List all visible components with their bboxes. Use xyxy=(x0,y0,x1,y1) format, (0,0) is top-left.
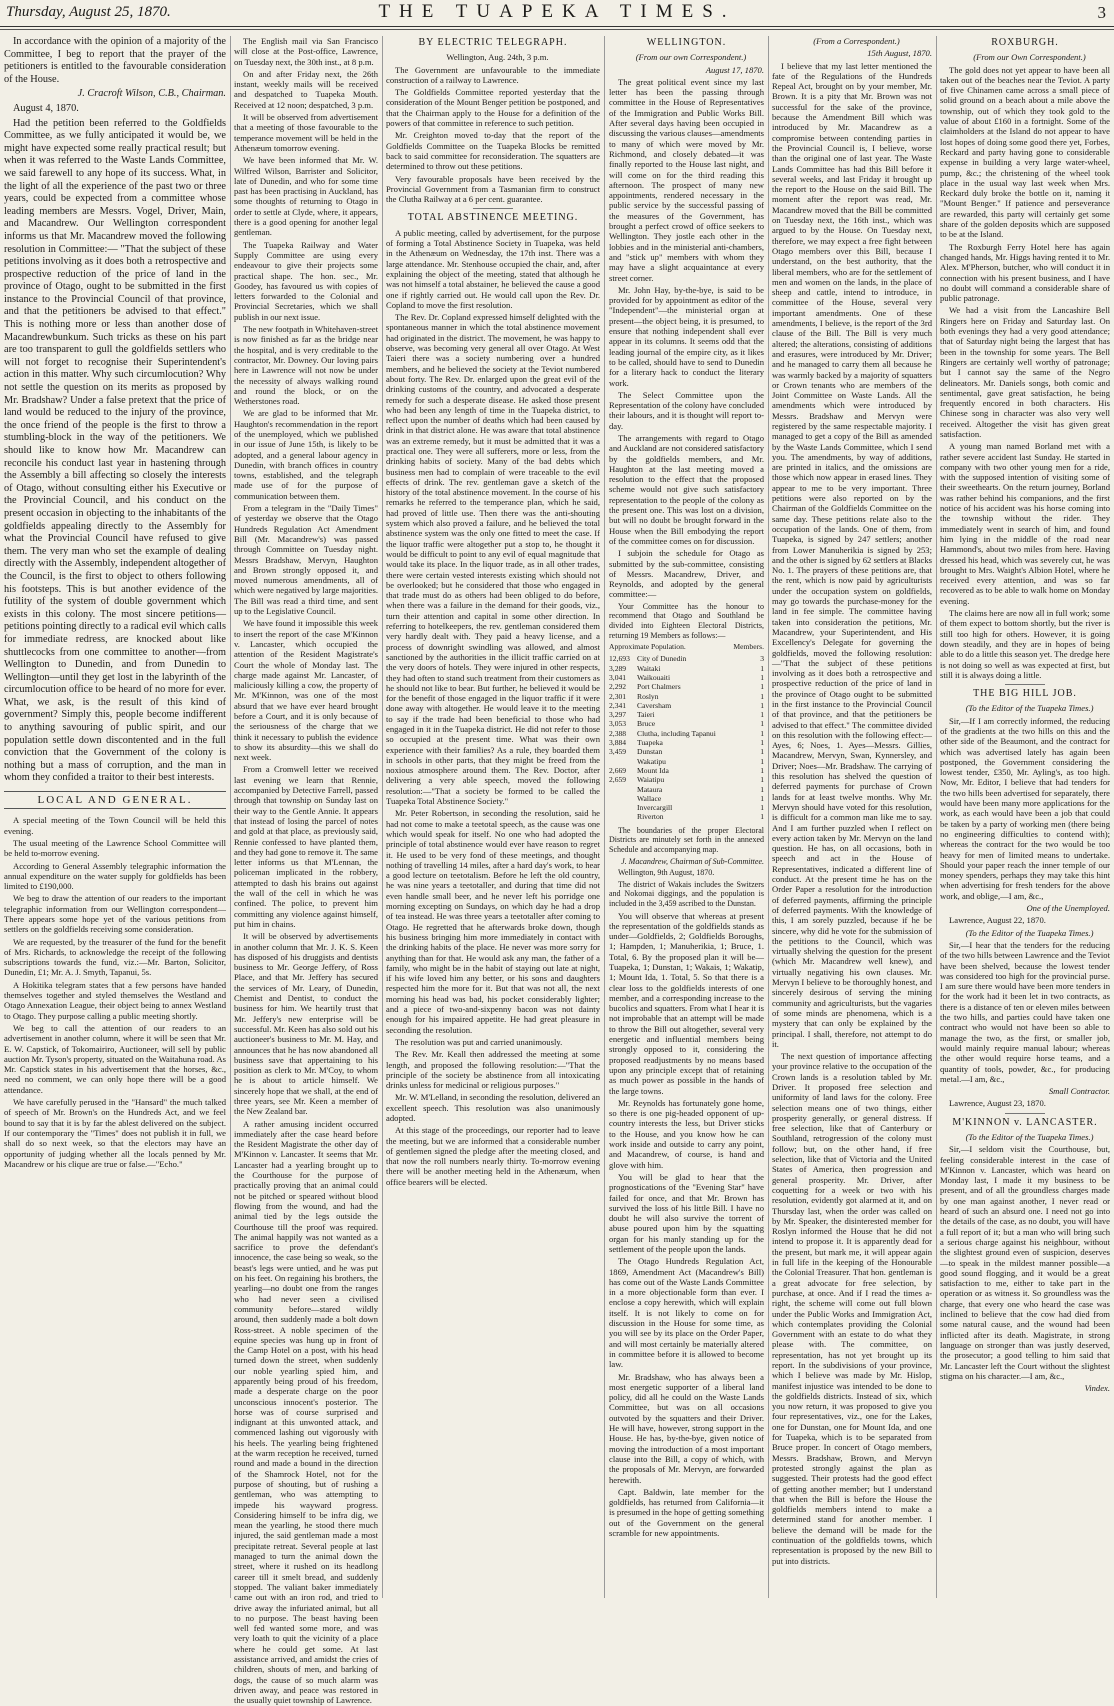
column-rule xyxy=(230,36,231,1598)
column-rule xyxy=(768,36,769,1598)
local-item: From a telegram in the "Daily Times" of yesterday we observe that the Otago Hundreds Regulation Act Amendment Bill (Mr. Macandrew's) was passed through Committee on Tuesday night. Messrs Bradshaw, Mervyn, Haughton and Brown strongly opposed it, and moved numerous amendments, all of which were negatived by large majorities. The Bill was read a third time, and sent up to the Legislative Council. xyxy=(234,503,378,617)
schedule-district: Riverton xyxy=(637,812,664,822)
column-rule xyxy=(604,36,605,1598)
wellington-para: You will be glad to hear that the prognostications of the "Evening Star" have failed for once, and that Mr. Brown has survived the loss of his little Bill. I have no doubt he will also survive the torrent of abuse poured upon him by the squatting organ for his manly standing up for the settlement of the people upon the lands. xyxy=(609,1171,764,1254)
column-wellington xyxy=(609,36,764,1596)
schedule-intro: Your Committee has the honour to recommend that Otago and Southland be divided into Eighteen Electoral Districts, returning 19 Members as follows:— xyxy=(609,601,764,640)
letter-body: Sir,—I hear that the tenders for the reducing of the two hills between Lawrence and the Teviot have been shelved, because the lowest tender was considered too high for the provincial purse. I am sure there would have been more tenders in for the work had it been let in two contracts, as there is a distance of ten or eleven miles between the two hills, and parties could have taken one contract who would not have been so able to manage the two, as the first, or smaller job, would mainly require manual labour; whereas the other would require horse teams, and a quantity of tools, powder, &c., for producing metal.—I am, &c., xyxy=(940,939,1110,1084)
schedule-row xyxy=(609,654,764,663)
editorial-date: August 4, 1870. xyxy=(13,102,79,114)
roxburgh-para: A young man named Borland met with a rather severe accident last Sunday. He started in company with two other young men for a ride, with the supposed intention of visiting some of their sweethearts. On the return journey, Borland was rather behind his companions, and the first notice of his accident was his horse coming into the township without the rider. They immediately went in search of him, and found him lying in the middle of the road near Hammond's, about two miles from here. Having dressed his head, which was severely cut, he was brought to Mrs. Waight's Albion Hotel, where he received every attention, and was so far recovered as to be able to walk home on Monday evening. xyxy=(940,441,1110,606)
roxburgh-para: The claims here are now all in full work; some of them expect to bottom shortly, but the river is still too high for others. However, it is going down steadily, and they are in hopes of being able to do a little this season yet. The dredge here is not doing so well as was expected at first, but still it is always doing a little. xyxy=(940,608,1110,680)
schedule-row xyxy=(609,757,764,766)
section-rule xyxy=(1005,1113,1045,1114)
schedule-members: 3 xyxy=(760,654,764,664)
schedule-district: Bruce xyxy=(637,719,656,729)
telegraph-item: The Government are unfavourable to the immediate construction of a railway to Lawrence. xyxy=(386,64,600,85)
schedule-district: Waiatipu xyxy=(637,775,665,785)
wellington-para: Mr. Reynolds has fortunately gone home, so there is one pig-headed opponent of up-country interests the less, but Driver sticks to the House, and you know how he can work inside and outside to carry any point, and Macandrew, of course, is hand and glove with him. xyxy=(609,1097,764,1170)
schedule-population: 12,693 xyxy=(609,654,630,664)
column-rule xyxy=(382,36,383,1598)
letter-salutation: (To the Editor of the Tuapeka Times.) xyxy=(965,703,1094,714)
schedule-district: Clutha, including Tapanui xyxy=(637,728,716,738)
wellington-para: The great political event since my last letter has been the passing through committee in the House of Representatives of the Immigration and Public Works Bill. After several days having been occupied in discussing the various clauses—amendments to many of which were moved by Mr. Richmond, and closely debated—it was finally reported to the House last night, and will come on for the third reading this afternoon. The prospect of many new appointments, rendered necessary in the public service by the successful passing of the measures of the Government, has brought a perfect crowd of office seekers to Wellington. They jostle each other in the lobbies and in the ministerial anti-chambers, and "stick up" members with whom they may have a slight acquaintance at every street corner. xyxy=(609,76,764,283)
schedule-population: 3,297 xyxy=(609,710,627,720)
letter-date: Lawrence, August 22, 1870. xyxy=(949,915,1046,926)
letter-date: Lawrence, August 23, 1870. xyxy=(949,1098,1046,1109)
section-rule xyxy=(1005,684,1045,685)
correspondent-para: I believe that my last letter mentioned the fate of the Regulations of the Hundreds Repeal Act, brought on by your member, Mr. Brown. It is a pity that Mr. Brown was not successful for the sake of the province, because the Amendment Bill which was introduced by Mr. Macandrew as a compromise between contending parties in the Provincial Council is, I believe, worse than the original one of last year. The Waste Lands Committee has had this Bill before it several weeks, and last Friday it brought up the report to the House on the said Bill. The moment after the report was read, Mr. Macandrew moved that the Bill be committed on Tuesday next, the 16th inst., which was argued to by the House. On Tuesday next, therefore, we may expect a free fight between Otago members over this Bill, because I understand, on the best authority, that the liberal members, who are for the settlement of men and women on the lands, in the place of sheep and cattle, intend to introduce, in committee of the House, several very important amendments. One of these amendments, I believe, is the report of the 3rd clause of the Bill. The Bill is very much altered; the alterations, consisting of additions and erasures, were introduced by Mr. Driver; and he managed to carry them all because he was warmly backed by a majority of squatters or Crown tenants who are members of the Joint Committee on Waste Lands. All the amendments which were introduced by Messrs. Bradshaw and Mervyn were registered by the same respectable majority. I managed to get a copy of the Bill as amended by the Waste Lands Committee, which I send you. The amendments, by way of additions, are printed in italics, and the omissions are those which now appear in erased lines. They appear to me to be very important. Three petitions were also reported on by the Chairman of the Goldfields Committee on the same day. These petitions relate also to the occupation of the lands. One of them, from Tuapeka, is signed by 247 settlers; another from Lower Manuherikia is signed by 253; and the other is signed by 62 settlers at Blacks No. 1. The prayers of these petitions are, that the rent, which is now paid by agriculturists under the occupation system on goldfields, may go towards the purchase-money for the land in fee simple. The committee having taken into consideration the petitions, Mr. Macandrew, your Superintendent, and His Excellency's Delegate for governing the goldfields, moved the following resolution:—"That the subject of these petitions involving as it does both a retrospective and prospective reduction of the price of land in the province of Otago ought to be submitted in the first instance to the Provincial Council of that province, and that the petitioners be advised to that effect." The committee divided on this resolution with the following effect:—Ayes, 6; Noes, 1. Ayes—Messrs. Gillies, Macandrew, Mervyn, Swan, Kynnersley, and Driver; Noes—Mr. Bradshaw. The carrying of this resolution has shelved the question of deferred payments for purchase of Crown lands for at least twelve months. Why Mr. Mervyn should have voted for this resolution, is difficult for a common man like me to say. And I am further puzzled when I reflect on every action taken by Mr. Mervyn on the land question. He has, on all occasions, both in speech and act in the House of Representatives, indicated a different line of conduct. At the present time he has on the Order Paper a resolution for the introduction of deferred payments, affirming the principle of deferred payments. With the knowledge of this, I am sorely puzzled, because if he be sincere, why did he vote for the submission of the petitions to the Council, which was virtually shelving the question for the present (which Mr. Macandrew well knew), and virtually negativing his own clauses. Mr. Mervyn I believe to be thoroughly honest, and sincerely desirous of serving the mining community and agriculturists, but the vagaries of some minds are phenomena, which is a mystery that can only be explained by the principal. I shall, therefore, not attempt to do it. xyxy=(772,60,932,1049)
schedule-members: 1 xyxy=(760,682,764,692)
schedule-row xyxy=(609,794,764,803)
wellington-para: Mr. John Hay, by-the-bye, is said to be provided for by appointment as editor of the "Independent"—the ministerial organ at present—the object being, it is presumed, to ensure that nothing independent shall ever appear in its columns. It seems odd that the leading journal of the empire city, as it likes to be called, should have to send to Dunedin for a literary hack to conduct the literary work. xyxy=(609,284,764,388)
schedule-population xyxy=(609,803,637,812)
issue-date: Thursday, August 25, 1870. xyxy=(6,4,171,20)
local-item: We have found it impossible this week to insert the report of the case M'Kinnon v. Lancaster, which occupied the attention of the Resident Magistrate's Court the whole of Monday last. The charge made against Mr. Lancaster, of maliciously killing a cow, the property of Mr. M'Kinnon, was one of the most absurd that we have ever heard brought before a Court, and it is only because of the seriousness of the charge that we think it necessary to publish the evidence to show its absurdity—this we shall do next week. xyxy=(234,618,378,763)
schedule-population: 3,884 xyxy=(609,738,627,748)
schedule-district: Mount Ida xyxy=(637,765,669,775)
roxburgh-para: The gold does not yet appear to have been all taken out of the beaches near the Teviot. A party of five Chinamen came across a small piece of solid ground on a beach about a mile above the township, out of which they took gold to the value of about £160 in a fortnight. Some of the claimholders at the Island do not appear to have lost hopes of doing some good there yet, Forbes, Reckard and party having gone to considerable expense in building a very large water-wheel, pump, &c.; the christening of the wheel took place in the usual way last week when Mrs. Reckard duly broke the bottle on it, naming it "Mount Benger." If patience and perseverance are rewarded, this party will certainly get some share of the golden deposits which are supposed to be at the Island. xyxy=(940,64,1110,240)
schedule-population: 2,341 xyxy=(609,700,627,710)
schedule-row xyxy=(609,803,764,812)
correspondent-para: The next question of importance affecting your province relative to the occupation of the Crown lands is a resolution tabled by Mr. Driver. It proposed free selection and uniformity of land laws for the colony. Free selection means one of two things, either prosperity generally, or general distress. If free selection, like that of Canterbury or Southland, retrogression of the colony must follow; but, on the other hand, if free selection, like that of Victoria and the United States of America, then progression and general prosperity. Mr. Driver, after coquetting for a week or two with his resolution, evidently got alarmed at it, and on Thursday last, when the order was called on by Mr. Speaker, the disinterested member for Roslyn informed the House that he did not intend to propose it. It is apparently dead for the present, but mark me, it will appear again in full life in the keeping of the Honourable the Colonial Treasurer. That hon. gentleman is a great advocate for free selection, by purchase, at once. And if I read the times a-right, the scheme will come out full blown under the Public Works and Immigration Act, which contemplates providing the Colonial Government with an estate to do what they please with. The committee, on representation, has not yet brought up its report. In the subdivisions of your province, which I believe was made by Mr. Hislop, manifest injustice was intended to be done to the goldfields districts. Instead of six, which you now return, it was proposed to give you four representatives, viz., one for the Lakes, one for Dunstan, one for Mount Ida, and one for Tuapeka, which is to be separated from Bruce proper. In concert of Otago members, Messrs. Bradshaw, Brown, and Mervyn protested strongly against the plan as suggested. Their protests had the good effect of getting another member; but I understand that when the Bill is before the House the goldfields members intend to make a determined stand for another member. I believe the demand will be made for the continuation of the goldfields towns, which representation is proposed by the new Bill to put into districts. xyxy=(772,1051,932,1566)
schedule-row xyxy=(609,738,764,747)
column-rule xyxy=(936,36,937,1598)
schedule-row xyxy=(609,766,764,775)
schedule-population: 3,041 xyxy=(609,673,627,682)
schedule-population xyxy=(609,812,637,821)
wellington-para: The arrangements with regard to Otago and Auckland are not considered satisfactory by the goldfields members, and Mr. Haughton at the last meeting moved a resolution to the effect that the proposed scheme would not give such satisfactory representation to the people of the colony as the present one. This was lost on a division, but will no doubt be brought forward in the House when the Bill embodying the report of the committee comes on for discussion. xyxy=(609,432,764,546)
schedule-district: Waikouaiti xyxy=(637,673,671,682)
schedule-members: 1 xyxy=(760,691,764,701)
column-telegraph xyxy=(386,36,600,1596)
editorial-article xyxy=(4,36,226,785)
schedule-population: 2,292 xyxy=(609,682,627,692)
wellington-byline: (From our own Correspondent.) xyxy=(635,52,747,63)
column-editorial xyxy=(4,36,226,1596)
schedule-district: Mataura xyxy=(637,784,663,794)
schedule-row xyxy=(609,682,764,691)
schedule-members: 1 xyxy=(760,803,764,813)
schedule-population: 3,459 xyxy=(609,747,627,757)
big-hill-heading: THE BIG HILL JOB. xyxy=(973,688,1077,700)
schedule-row xyxy=(609,812,764,821)
schedule-members: 1 xyxy=(760,775,764,785)
schedule-population: 2,659 xyxy=(609,775,627,785)
local-item: We are requested, by the treasurer of the fund for the benefit of Mrs. Richards, to acknowledge the receipt of the following subscriptions towards the fund, viz.:—Mr. Barton, Solicitor, Dunedin, £1; Mr. A. J. Smyth, Tapanui, 5s. xyxy=(4,936,226,978)
schedule-members: 1 xyxy=(760,719,764,729)
local-item: The English mail via San Francisco will close at the Post-office, Lawrence, on Tuesday next, the 30th inst., at 8 p.m. xyxy=(234,36,378,67)
wellington-para: Mr. Bradshaw, who has always been a most energetic supporter of a liberal land policy, did all he could on the Waste Lands Committee, but was on all occasions outvoted by the squatters and their Driver. He will have, however, strong support in the House. He has, by-the-bye, given notice of moving the introduction of a most important clause into the Bill, a copy of which, with the proposals of Mr. Mervyn, are forwarded herewith. xyxy=(609,1371,764,1485)
schedule-district: Tuapeka xyxy=(637,738,663,748)
column-correspondent xyxy=(772,36,932,1596)
schedule-row xyxy=(609,664,764,673)
schedule-row xyxy=(609,785,764,794)
schedule-population: 2,388 xyxy=(609,728,627,738)
schedule-members: 1 xyxy=(760,756,764,766)
schedule-row xyxy=(609,729,764,738)
masthead xyxy=(0,0,1114,27)
letter-signature: Vindex. xyxy=(1084,1383,1110,1394)
mkinnon-heading: M'KINNON v. LANCASTER. xyxy=(952,1116,1098,1128)
schedule-header-population: Approximate Population. xyxy=(609,642,686,652)
electoral-schedule xyxy=(609,654,764,821)
wellington-para: The Otago Hundreds Regulation Act, 1869, Amendment Act (Macandrew's Bill) has come out of the Waste Lands Committee in a more objectionable form than ever. I enclose a copy herewith, which will explain itself. It is not likely to come on for discussion in the House for some time, as you will see by its place on the Order Paper, and will most certainly be materially altered in committee before it is allowed to become law. xyxy=(609,1256,764,1370)
wellington-para: I subjoin the schedule for Otago as submitted by the sub-committee, consisting of Messrs. Macandrew, Driver, and Reynolds, and adopted by the general committee:— xyxy=(609,548,764,600)
roxburgh-heading: ROXBURGH. xyxy=(991,37,1059,48)
local-item: It will be observed by advertisements in another column that Mr. J. K. S. Keen has disposed of his druggists and dentists business to Mr. George Jeffery, of Ross Place, and that Mr. Jeffery has secured the services of Mr. Leary, of Dunedin, Chemist and Dentist, to conduct the business for him. We heartily trust that Mr. Jeffery's new enterprise will be successful. Mr. Keen has also sold out his auctioneer's business to Mr. M. Hay, and announces that he has now abandoned all business save that appertaining to his position as clerk to Mr. M'Coy, to whom he is about to article himself. We sincerely hope that we shall, at the end of three years, see Mr. Keen a member of the New Zealand bar. xyxy=(234,931,378,1117)
letter-body: Sir,—If I am correctly informed, the reducing of the gradients at the two hills on this and the other side of the Beaumont, and the contract for which was advertised lately has again been postponed, the Government considering the lowest tender, £350, Mr. Ayling's, as too high. Now, Mr. Editor, I believe that had tenders for the two hills been advertised for separately, there would have been many more applications for the work, as each would have been a job that could be taken by a party of working men (there being no engineering difficulties to contend with); whereas the contract for the two would be too heavy for men of limited means to undertake. Should your paper reach the inner temple of our money spenders, perhaps they may take this hint when advertising for fresh tenders for the above work, and oblige,—I am, &c., xyxy=(940,715,1110,901)
schedule-members: 1 xyxy=(760,663,764,673)
local-item: According to General Assembly telegraphic information the annual expenditure on the water supply for goldfields has been limited to £190,000. xyxy=(4,860,226,892)
schedule-district: Taieri xyxy=(637,710,655,720)
schedule-population xyxy=(609,794,637,803)
schedule-row xyxy=(609,710,764,719)
telegraph-item: Very favourable proposals have been received by the Provincial Government from a Tasmanian firm to construct the Clutha Railway at a 6 per cent. guarantee. xyxy=(386,173,600,205)
local-item: The new footpath in Whitehaven-street is now finished as far as the bridge near the hospital, and is very creditable to the contractor, Mr. Downey. Our loving pairs here in Lawrence will not now be under the necessity of always walking round and round the block, or on the Wetherstones road. xyxy=(234,324,378,407)
wellington-para: You will observe that whereas at present the representation of the goldfields stands as under—Goldfields, 2; Goldfields Boroughs, 1; Hampden, 1; Manuherikia, 1; Bruce, 1. Total, 6. By the proposed plan it will be—Tuapeka, 1; Dunstan, 1; Wakais, 1; Wakatip, 1; Mount Ida, 1. Total, 5. So that there is a clear loss to the goldfields interests of one member, and a corresponding increase to the bucolics and squatters. From what I hear it is not improbable that an attempt will be made to throw the Bill out altogether, several very energetic and influential members being strongly opposed to it, considering the proposed readjustments by no means based upon any principle except that of retaining as much power as possible in the hands of the large towns. xyxy=(609,910,764,1096)
telegraph-dateline: Wellington, Aug. 24th, 3 p.m. xyxy=(446,52,549,63)
local-item: We have been informed that Mr. W. Wilfred Wilson, Barrister and Solicitor, late of Dunedin, and who for some time past has been practising in Auckland, has some thoughts of returning to Otago in order to settle at Clyde, where, it appears, there is a good opening for another legal gentleman. xyxy=(234,155,378,238)
letter-signature: One of the Unemployed. xyxy=(1026,903,1110,914)
schedule-members: 1 xyxy=(760,747,764,757)
letter-salutation: (To the Editor of the Tuapeka Times.) xyxy=(965,927,1094,938)
schedule-members: 1 xyxy=(760,673,764,682)
abstinence-para: Mr. Peter Robertson, in seconding the resolution, said he had not come to make a teetotal speech, as the cause was one which would speak for itself. No one who had adopted the principle of total abstinence would ever have reason to regret it. He used to be very fond of these meetings, and thought nothing of travelling 14 miles, after a hard day's work, to hear a good lecture on teetotalism. Before he left the old country, he was nine years a teetotaller, and during that time did not even handle small beer, and he never left his porridge one morning excepting on Sundays, on which day he had a drop of tea instead. He was three years a teetotaller after coming to Otago. He regretted that he afterwards broke down, though his business bringing him more immediately in contact with the drinking habits of the place. He never was more sorry for anything than for that. He would ask any man, the father of a family, who might be in the habit of staying out late at night, if his wife loved him any better, or his sons and daughters respected him the more for it. But that was not all, the next morning his head was bad, his pocket considerably lighter; and a piece of two-and-sixpenny bacon was not dainty enough for his impaired appetite. He had great pleasure in seconding the resolution. xyxy=(386,808,600,1035)
abstinence-para: At this stage of the proceedings, our reporter had to leave the meeting, but we are informed that a considerable number of gentlemen signed the pledge after the meeting closed, and that now the roll numbers nearly thirty. To-morrow evening there will be another meeting held in the Athenæum, when office bearers will be elected. xyxy=(386,1125,600,1187)
section-rule xyxy=(473,208,513,209)
schedule-district: City of Dunedin xyxy=(637,654,687,664)
column-roxburgh xyxy=(940,36,1110,1596)
local-item: It will be observed from advertisement that a meeting of those favourable to the temperance movement will be held in the Athenæum tomorrow evening. xyxy=(234,112,378,153)
schedule-district: Caversham xyxy=(637,700,672,710)
masthead-rule xyxy=(0,29,1114,30)
correspondent-date: 15th August, 1870. xyxy=(867,48,932,59)
schedule-note: The district of Wakais includes the Switzers and Nokomai diggings, and the population is included in the 3,459 ascribed to the Dunstan. xyxy=(609,879,764,908)
local-item: We beg to draw the attention of our readers to the important telegraphic information from our Wellington correspondent—There appears some hope yet of the various petitions from settlers on the goldfields receiving some consideration. xyxy=(4,893,226,935)
schedule-signature: J. Macandrew, Chairman of Sub-Committee. xyxy=(621,856,764,866)
column-local-news xyxy=(234,36,378,1706)
local-item: A Hokitika telegram states that a few persons have handed themselves together and styled themselves the Westland and Otago Annexation League, their object being to annex Westland to Otago. They purpose calling a public meeting shortly. xyxy=(4,979,226,1021)
schedule-population xyxy=(609,785,637,794)
schedule-date: Wellington, 9th August, 1870. xyxy=(618,868,715,878)
schedule-members: 1 xyxy=(760,793,764,803)
schedule-header-members: Members. xyxy=(733,642,764,652)
schedule-members: 1 xyxy=(760,700,764,710)
wellington-para: The Select Committee upon the Representation of the colony have concluded their labours, and it is thought will report to-day. xyxy=(609,389,764,431)
roxburgh-byline: (From our Own Correspondent.) xyxy=(973,52,1086,63)
abstinence-para: The Rev. Dr. Copland expressed himself delighted with the spontaneous manner in which the total abstinence movement had originated in the district. The movement, he was happy to observe, was becoming very general all over Otago. At West Taieri there was a society numbering over a hundred members, and he believed the society at the Teviot numbered about forty. The Rev. Dr. enlarged upon the great evil of the drinking customs of the country, and advocated a desperate remedy for such a desperate disease. He asked those present who had been any length of time in the Tuapeka district, to reflect upon the number of deaths which had been caused by drink in that district alone. He was aware that total abstinence was an extreme remedy, but it must be admitted that it was a practical one. They were all sufferers, more or less, from the drinking habits of society. Many of the bad debts which business men had to complain of were traceable to the evil effects of drink. The rev. gentleman gave a sketch of the history of the total abstinence movement. In the course of his remarks he referred to the temperance plan, which he said, had proved of little use. Then there was the anti-shouting system which also proved a failure, and he believed the total abstinence system was the only one fitted to meet the case. If the liquor traffic were altogether put a stop to, he thought it would be difficult to point to any evil of equal magnitude that would take its place. In the liquor trade, as in all other trades, there were certain vested interests existing which should not be overlooked; but he considered that those who engaged in that trade must do as others had been obliged to do before, when there was a failure in the demand for their goods, viz., turn their attention and capital in some other direction. In referring to hotelkeepers, the rev. gentleman considered them very hardly dealt with. They paid a heavy license, and a process of downright swindling was allowed, and almost sanctioned by the authorities in the illicit traffic carried on at the very doors of hotels. They were injured in other respects, they had often to stand such treatment from their customers as he should not like to bear. But further, he believed it would be for the benefit of those engaged in the liquor traffic if it were done away with altogether. He would leave it to the meeting to say if the trade had been beneficial to those who had engaged in it in the Tuapeka district. He did not refer to those so occupied at the present time. What was their own experience with their families? As a rule, they boarded them in schools in other parts, that they might be freed from the noxious atmosphere around them. The Rev. Doctor, after delivering a very able speech, moved the following resolution:—"That a society be formed to be called the Tuapeka Total Abstinence Society." xyxy=(386,312,600,807)
schedule-district: Invercargill xyxy=(637,803,673,813)
schedule-row xyxy=(609,701,764,710)
local-item: We beg to call the attention of our readers to an advertisement in another column, where it will be seen that Mr. E. W. Capstick, of Tokomairiro, Auctioneer, will sell by public auction Mr. Tyson's property, situated on the Waitahuna road. As Mr. Capstick states in his advertisement that the horses, &c., need no comment, we can only hope there will be a good attendance. xyxy=(4,1022,226,1095)
schedule-members: 1 xyxy=(760,710,764,720)
abstinence-para: Mr. W. M'Lelland, in seconding the resolution, delivered an excellent speech. This resolution was also unanimously adopted. xyxy=(386,1092,600,1123)
telegraph-item: Mr. Creighton moved to-day that the report of the Goldfields Committee on the Tuapeka Blocks be remitted back to said committee for reconsideration. The squatters are determined to throw out these petitions. xyxy=(386,130,600,172)
schedule-population: 3,289 xyxy=(609,663,627,673)
schedule-members: 1 xyxy=(760,812,764,822)
correspondent-byline: (From a Correspondent.) xyxy=(813,36,900,46)
wellington-para: Capt. Baldwin, late member for the goldfields, has returned from California—it is presumed in the hope of getting something out of the Government on the general scramble for new appointments. xyxy=(609,1486,764,1539)
schedule-header xyxy=(609,642,764,652)
schedule-note: The boundaries of the proper Electoral Districts are minutely set forth in the annexed Schedule and accompanying map. xyxy=(609,825,764,854)
wellington-date: August 17, 1870. xyxy=(705,64,764,75)
page-number: 3 xyxy=(1097,3,1106,22)
abstinence-para: The resolution was put and carried unanimously. xyxy=(395,1036,563,1047)
schedule-row xyxy=(609,719,764,728)
wellington-heading: WELLINGTON. xyxy=(646,37,727,48)
abstinence-para: A public meeting, called by advertisement, for the purpose of forming a Total Abstinence Society in Tuapeka, was held in the Athenæum on Wednesday, the 17th inst. There was a large attendance. Mr. Stenhouse occupied the chair, and, after explaining the object of the meeting, stated that although he was not himself a total abstainer, he believed the cause a good one if rightly carried out. He would call upon the Rev. Dr. Copland to move the first resolution. xyxy=(386,227,600,310)
letter-signature: Small Contractor. xyxy=(1048,1086,1110,1097)
schedule-district: Roslyn xyxy=(637,691,659,701)
schedule-population: 2,669 xyxy=(609,765,627,775)
schedule-members: 1 xyxy=(760,728,764,738)
schedule-district: Wakatipu xyxy=(637,756,666,766)
local-general-heading: LOCAL AND GENERAL. xyxy=(4,791,226,809)
schedule-members: 1 xyxy=(760,738,764,748)
schedule-district: Waitaki xyxy=(637,663,661,673)
roxburgh-para: We had a visit from the Lancashire Bell Ringers here on Friday and Saturday last. On both evenings they had a very good attendance; that of Saturday night being the largest that has been in the township for some years. The Bell Ringers are certainly well worthy of patronage; but I cannot say the same of the Negro delineators. Mr. Daniels songs, both comic and sentimental, gave great satisfaction, he being frequently encored in both characters. His Chinese song in character was also very well received. Altogether the visit has given great satisfaction. xyxy=(940,305,1110,439)
newspaper-title: THE TUAPEKA TIMES. xyxy=(378,1,736,22)
abstinence-para: The Rev. Mr. Keall then addressed the meeting at some length, and proposed the following resolution:—"That the principle of the society be abstinence from all intoxicating drinks unless for medicinal or religious purposes." xyxy=(386,1049,600,1091)
schedule-population: 3,053 xyxy=(609,719,627,729)
editorial-para: Had the petition been referred to the Goldfields Committee, as we fully anticipated it would be, we might have expected some really practical result; but when it was referred to the Waste Lands Committee, we said farewell to any hope of its success. What, in the light of all the experience of the past two or three years, could be expected from a committee whose leading members are Messrs. Vogel, Driver, Main, and Macandrew. Our Wellington correspondent informs us that Mr. Macandrew moved the following resolution in Committee:— "That the subject of these petitions involving as it does both a retrospective and prospective reduction of the price of land in the province of Otago, ought to be submitted in the first instance to the Provincial Council of that province, and that the petitioners be advised to that effect." This is nothing more or less than another dose of Macandrewbunkum. Such tricks as these on his part are too transparent to gull the goldfields settlers who will not forget to recognise their Superintendent's action in this matter. Why such circumlocution? Why not settle the question on its merits as proposed by Mr. Bradshaw? Under a false pretext that the price of land would be reduced to the injury of the province, the once friend of the people is the first to throw a stumbling-block in the way of the petitioners. We should like to know how Mr. Macandrew can reconcile his conduct last year in hastening through the Assembly a bill affecting so closely the interests of Otago, without consulting either his Executive or the Provincial Council, and his conduct on the present occasion in objecting to the inhabitants of the goldfields appealing directly to the Assembly for what the Provincial Council have refused to give them. The very man who set the example of dealing directly with the Assembly, independent altogether of the Council, is the first to object to others following his footsteps. This is but another evidence of the futility of the system of double government which exists in this colony. The most sincere petitions—petitions pointing directly to a radical evil which calls for immediate redress, are knocked about like shuttlecocks from one committee to another—from Wellington to Dunedin, and from Dunedin to Wellington—until they get lost in the labyrinth of the circumlocution office to be heard of no more for ever. What, we ask, is the result of this kind of government? Simply this, people become indifferent to anything savouring of public spirit, and our population settle down discontented and in the full conviction that the Government of the colony is nothing but a mass of corruption, and the man in whom they confided a traitor to their best interests. xyxy=(4,117,226,784)
schedule-members: 1 xyxy=(760,784,764,794)
telegraph-item: The Goldfields Committee reported yesterday that the consideration of the Mount Benger petition be postponed, and that the Chairman apply to the House for a definition of the powers of that committee in reference to such petition. xyxy=(386,87,600,129)
schedule-row xyxy=(609,747,764,756)
schedule-district: Dunstan xyxy=(637,747,663,757)
schedule-population xyxy=(609,757,637,766)
local-item: The Tuapeka Railway and Water Supply Committee are using every endeavour to give their projects some practical shape. The hon. sec., Mr. Goodey, has favoured us with copies of letters forwarded to the Colonial and Provincial Secretaries, which we shall publish in our next issue. xyxy=(234,239,378,322)
schedule-district: Port Chalmers xyxy=(637,682,681,692)
local-item: On and after Friday next, the 26th instant, weekly mails will be received and despatched to Tuapeka Mouth. Received at 12 noon; despatched, 3 p.m. xyxy=(234,68,378,110)
letter-salutation: (To the Editor of the Tuapeka Times.) xyxy=(965,1131,1094,1142)
schedule-population: 2,301 xyxy=(609,691,627,701)
schedule-row xyxy=(609,775,764,784)
local-item: The usual meeting of the Lawrence School Committee will be held to-morrow evening. xyxy=(4,837,226,859)
local-item: We are glad to be informed that Mr. Haughton's recommendation in the report of the unemployed, which we published in our issue of June 15th, is likely to be adopted, and a general labour agency in Dunedin, with branch offices in country towns, established, and the telegraph made use of for the purpose of communication between them. xyxy=(234,408,378,501)
local-item: We have carefully perused in the "Hansard" the much talked of speech of Mr. Brown's on the Hundreds Act, and we feel bound to say that it is by far the ablest delivered on the subject. If our contemporary the "Times" does not publish it in full, we shall do so next week, so that the electors may have an opportunity of judging whether all the locals penned by Mr. Macandrew or his clique are true or false.—"Echo." xyxy=(4,1097,226,1169)
local-item: From a Cromwell letter we received last evening we learn that Rennie, accompanied by Detective Farrell, passed through that township on Sunday last on their way to the Gentle Annie. It appears that instead of losing the parcel of notes and gold at that place, as previously said, Rennie confessed to have planted them, and they had gone to remove it. The same letter informs us that M'Lennan, the policeman implicated in the robbery, attempted to dash his brains out against the wall of the cell in which he was confined. The police, to prevent him committing any violence against himself, put him in chains. xyxy=(234,764,378,929)
letter-body: Sir,—I seldom visit the Courthouse, but, feeling considerable interest in the case of M'Kinnon v. Lancaster, which was heard on Monday last, I made it my business to be present, and of all the groundless charges made by one man against another, I never read or heard of such an absurd one. I need not go into the details of the case, as no doubt, you will have a full report of it; but a man who will bring such a serious charge against his neighbour, without the slightest ground even of suspicion, deserves—to speak in the mildest manner possible—a good sound flogging, and it would be a great satisfaction to me, either to take part in the operation or as witness it. So groundless was the charge, that every one who heard the case was inclined to believe that the cow had died from some natural cause, and the wound had been inflicted after its death. Magistrate, in strong language on stronger than was justly deserved, the prosecutor; a good telling to him said that Mr. Lancaster left the Court without the slightest stigma on his character.—I am, &c., xyxy=(940,1144,1110,1381)
schedule-members: 1 xyxy=(760,765,764,775)
schedule-row xyxy=(609,673,764,682)
telegraph-heading: BY ELECTRIC TELEGRAPH. xyxy=(418,37,568,48)
local-item: A rather amusing incident occurred immediately after the case heard before the Resident Magistrate the other day of M'Kinnon v. Lancaster. It seems that Mr. Lancaster had a yearling brought up to the Courthouse for the purpose of practically proving that an animal could not be pitched or speared without blood flowing from the wound, and had the animal tied by the legs outside the Courthouse till the proof was required. The animal happily was not wanted as a sacrifice to prove the defendant's innocence, the case being so weak, so the beast's legs were untied, and he was put on his feet. On regaining his brothers, the yearling—no doubt one from the ranges who had never seen a civilised community before—stared wildly around, then suddenly made a bolt down Ross-street. A noble specimen of the equine species was hung up in front of the Camp Hotel on a post, with his head turned down the street, when suddenly our noble yearling spied him, and apparently being proud of his freedom, made a desperate charge on the poor unconscious innocent's posterior. The horse was of course surprised and indignant at this unwonted attack, and commenced lashing out vigorously with his heels. The yearling being frightened at the warm reception he received, turned round and made a bound in the direction of the Shamrock Hotel, not for the purpose of shouting, but of rushing a gentleman, who was attempting to impede his wayward progress. Considering himself to be infra dig, we mean the yearling, he stood there much injured, the said gentleman made a most precipitate retreat. Several people at last managed to turn the animal down the street, where it rushed on its headlong career till it smelt bread, and suddenly stopped. The valiant baker immediately came out with an iron rod, and tried to drive away the infuriated animal, but all to no purpose. The beast having been well fed wanted some more, and was very loath to quit the vicinity of a place where he could get some. At last assistance arrived, and amidst the cries of children, shouts of men, and barking of dogs, the cause of so much alarm was driven away, and peace was restored in the usually quiet township of Lawrence. xyxy=(234,1118,378,1706)
abstinence-heading: TOTAL ABSTINENCE MEETING. xyxy=(407,212,579,224)
editorial-signature: J. Cracroft Wilson, C.B., Chairman. xyxy=(77,88,226,100)
schedule-row xyxy=(609,692,764,701)
local-item: A special meeting of the Town Council will be held this evening. xyxy=(4,815,226,836)
editorial-para: In accordance with the opinion of a majority of the Committee, I beg to report that the prayer of the petitioners is entitled to the favourable consideration of the House. xyxy=(4,36,226,85)
schedule-district: Wallace xyxy=(637,793,662,803)
roxburgh-para: The Roxburgh Ferry Hotel here has again changed hands, Mr. Higgs having rented it to Mr. Alex. M'Pherson, butcher, who will conduct it in connection with his present business, and I have no doubt will command a considerable share of public patronage. xyxy=(940,241,1110,304)
